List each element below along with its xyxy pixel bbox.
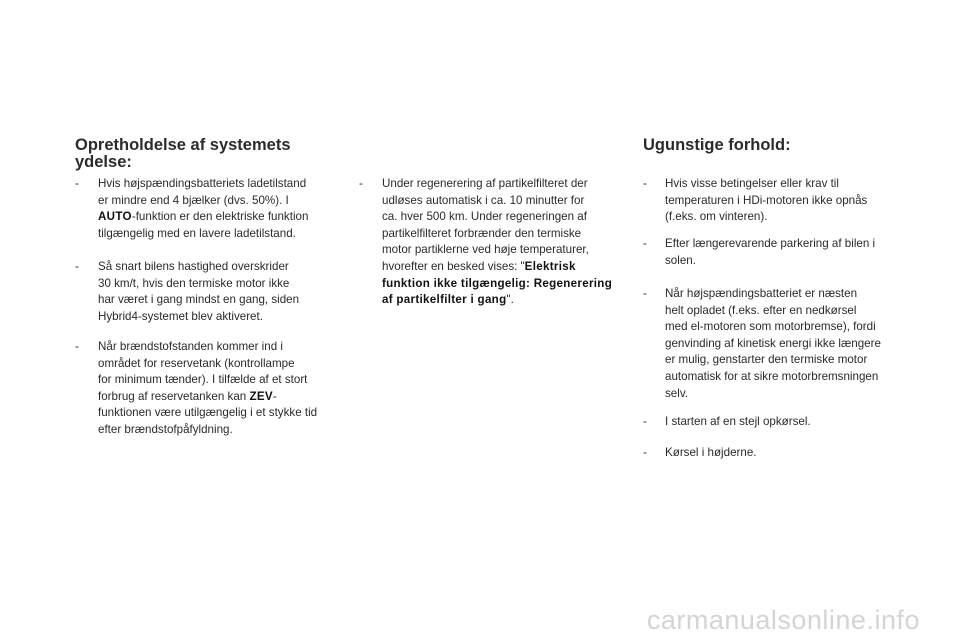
- heading-line: Ugunstige forhold:: [643, 136, 791, 154]
- text-line: er mindre end 4 bjælker (dvs. 50%). I: [98, 193, 289, 207]
- list-dash: -: [643, 446, 647, 459]
- text-line: funktionen være utilgængelig i et stykke tid: [98, 406, 318, 420]
- watermark: carmanualsonline.info: [646, 605, 920, 635]
- list-item: [643, 236, 913, 269]
- text-line: Hvis visse betingelser eller krav til: [665, 177, 839, 190]
- list-item: [75, 259, 350, 325]
- text-line: er mulig, genstarter den termiske motor: [665, 353, 868, 367]
- heading-line: Opretholdelse af systemets: [75, 136, 291, 154]
- section-heading-unfavorable-conditions: [643, 137, 791, 154]
- bold-message: af partikelfilter i gang: [382, 293, 507, 307]
- bold-message: Elektrisk: [524, 259, 576, 273]
- list-item: [643, 286, 913, 402]
- text-line: området for reservetank (kontrollampe: [98, 356, 295, 370]
- text-line: Når højspændingsbatteriet er næsten: [665, 287, 858, 300]
- text-line: udløses automatisk i ca. 10 minutter for: [382, 193, 585, 207]
- text-line: selv.: [665, 386, 688, 400]
- list-item: [643, 445, 913, 462]
- list-dash: -: [359, 177, 363, 190]
- text-line: Hvis højspændingsbatteriets ladetilstand: [98, 177, 307, 190]
- text-line: ".: [506, 293, 514, 307]
- text-line: Under regenerering af partikelfilteret der: [382, 177, 588, 190]
- list-dash: -: [643, 237, 647, 250]
- text-line: 30 km/t, hvis den termiske motor ikke: [98, 276, 290, 290]
- list-dash: -: [75, 340, 79, 353]
- list-dash: -: [643, 415, 647, 428]
- text-line: motor partiklerne ved høje temperaturer,: [382, 243, 589, 257]
- text-line: Så snart bilens hastighed overskrider: [98, 260, 289, 273]
- text-line: helt opladet (f.eks. efter en nedkørsel: [665, 303, 857, 317]
- text-line: automatisk for at sikre motorbremsningen: [665, 369, 879, 383]
- text-line: genvinding af kinetisk energi ikke længere: [665, 336, 881, 350]
- text-line: har været i gang mindst en gang, siden: [98, 293, 300, 307]
- list-item: [359, 176, 634, 309]
- section-heading-system-performance: [75, 137, 291, 171]
- text-line: solen.: [665, 253, 696, 267]
- list-item: [643, 176, 913, 226]
- list-item: [75, 339, 350, 439]
- text-line: -funktion er den elektriske funktion: [131, 210, 309, 224]
- list-dash: -: [75, 177, 79, 190]
- list-item: [75, 176, 350, 242]
- text-line: Kørsel i højderne.: [665, 446, 757, 459]
- text-line: hvorefter en besked vises: ": [382, 259, 525, 273]
- list-dash: -: [643, 177, 647, 190]
- text-line: partikelfilteret forbrænder den termiske: [382, 226, 582, 240]
- text-line: efter brændstofpåfyldning.: [98, 422, 233, 436]
- text-line: ca. hver 500 km. Under regeneringen af: [382, 210, 587, 224]
- list-dash: -: [643, 287, 647, 300]
- list-item: [643, 414, 913, 431]
- text-line: Hybrid4-systemet blev aktiveret.: [98, 309, 263, 323]
- list-dash: -: [75, 260, 79, 273]
- text-line: Efter længerevarende parkering af bilen i: [665, 237, 876, 250]
- text-line: Når brændstofstanden kommer ind i: [98, 340, 283, 353]
- bold-term: ZEV: [249, 389, 273, 403]
- text-line: forbrug af reservetanken kan: [98, 389, 250, 403]
- bold-term: AUTO: [98, 210, 132, 224]
- text-line: I starten af en stejl opkørsel.: [665, 415, 811, 428]
- text-line: temperaturen i HDi-motoren ikke opnås: [665, 193, 868, 207]
- heading-line: ydelse:: [75, 153, 132, 171]
- text-line: for minimum tænder). I tilfælde af et stort: [98, 373, 308, 387]
- text-line: -: [272, 389, 277, 403]
- text-line: med el-motoren som motorbremse), fordi: [665, 320, 876, 334]
- text-line: (f.eks. om vinteren).: [665, 210, 768, 224]
- bold-message: funktion ikke tilgængelig: Regenerering: [382, 276, 613, 290]
- text-line: tilgængelig med en lavere ladetilstand.: [98, 226, 296, 240]
